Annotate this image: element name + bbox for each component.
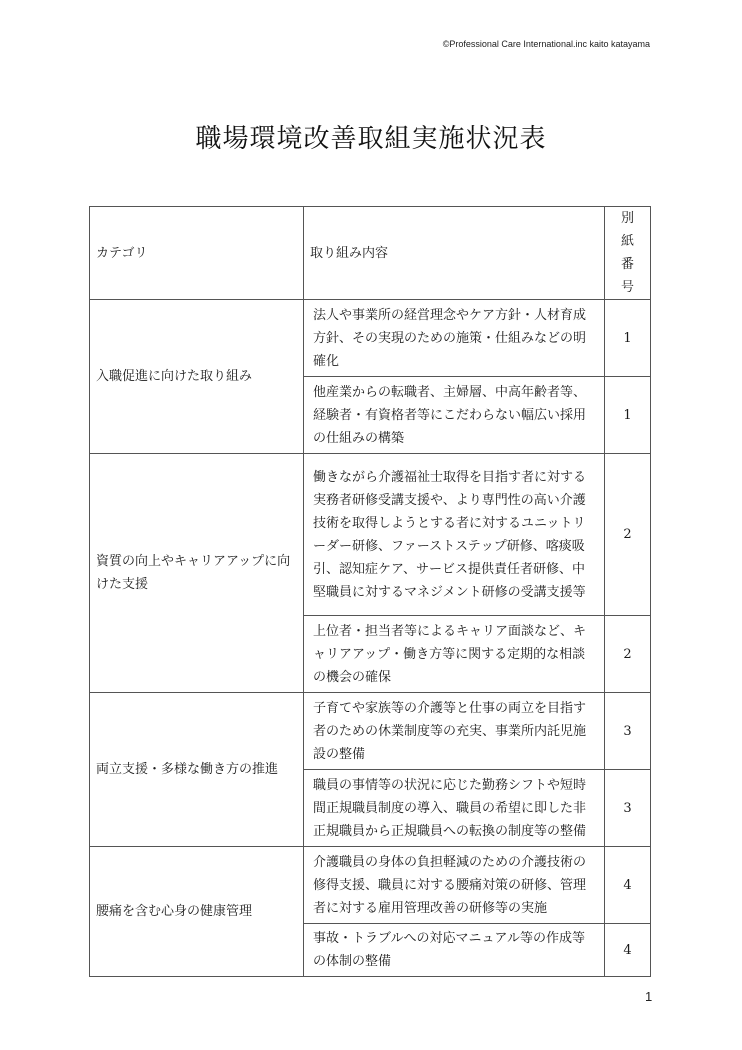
content-cell: 子育てや家族等の介護等と仕事の両立を目指す者のための休業制度等の充実、事業所内託児施設の整備 bbox=[304, 693, 605, 770]
number-cell: 1 bbox=[605, 377, 651, 454]
status-table bbox=[89, 206, 651, 977]
page-number: 1 bbox=[645, 989, 653, 1004]
table-row bbox=[90, 693, 651, 770]
content-cell: 事故・トラブルへの対応マニュアル等の作成等の体制の整備 bbox=[304, 924, 605, 977]
number-cell: 3 bbox=[605, 770, 651, 847]
number-cell: 1 bbox=[605, 300, 651, 377]
content-cell: 他産業からの転職者、主婦層、中高年齢者等、経験者・有資格者等にこだわらない幅広い採用の仕組みの構築 bbox=[304, 377, 605, 454]
document-title: 職場環境改善取組実施状況表 bbox=[195, 124, 547, 154]
header-number bbox=[605, 207, 651, 300]
header-number-label: 別紙番号 bbox=[620, 211, 634, 295]
table-header-row bbox=[90, 207, 651, 300]
header-content: 取り組み内容 bbox=[304, 207, 605, 300]
content-cell: 働きながら介護福祉士取得を目指す者に対する実務者研修受講支援や、より専門性の高い介護技術を取得しようとする者に対するユニットリーダー研修、ファーストステップ研修、喀痰吸引、認知症ケア、サービス提供責任者研修、中堅職員に対するマネジメント研修の受講支援等 bbox=[304, 454, 605, 616]
content-cell: 法人や事業所の経営理念やケア方針・人材育成方針、その実現のための施策・仕組みなどの明確化 bbox=[304, 300, 605, 377]
table-row bbox=[90, 300, 651, 377]
number-cell: 2 bbox=[605, 454, 651, 616]
header-category: カテゴリ bbox=[90, 207, 304, 300]
category-cell: 腰痛を含む心身の健康管理 bbox=[90, 847, 304, 977]
category-cell: 両立支援・多様な働き方の推進 bbox=[90, 693, 304, 847]
table-row bbox=[90, 847, 651, 924]
table-row bbox=[90, 454, 651, 616]
number-cell: 4 bbox=[605, 924, 651, 977]
content-cell: 介護職員の身体の負担軽減のための介護技術の修得支援、職員に対する腰痛対策の研修、管理者に対する雇用管理改善の研修等の実施 bbox=[304, 847, 605, 924]
content-cell: 上位者・担当者等によるキャリア面談など、キャリアアップ・働き方等に関する定期的な相談の機会の確保 bbox=[304, 616, 605, 693]
number-cell: 3 bbox=[605, 693, 651, 770]
content-cell: 職員の事情等の状況に応じた勤務シフトや短時間正規職員制度の導入、職員の希望に即した非正規職員から正規職員への転換の制度等の整備 bbox=[304, 770, 605, 847]
copyright-notice: ©Professional Care International.inc kaito katayama bbox=[442, 39, 650, 49]
number-cell: 4 bbox=[605, 847, 651, 924]
number-cell: 2 bbox=[605, 616, 651, 693]
category-cell: 資質の向上やキャリアアップに向けた支援 bbox=[90, 454, 304, 693]
category-cell: 入職促進に向けた取り組み bbox=[90, 300, 304, 454]
